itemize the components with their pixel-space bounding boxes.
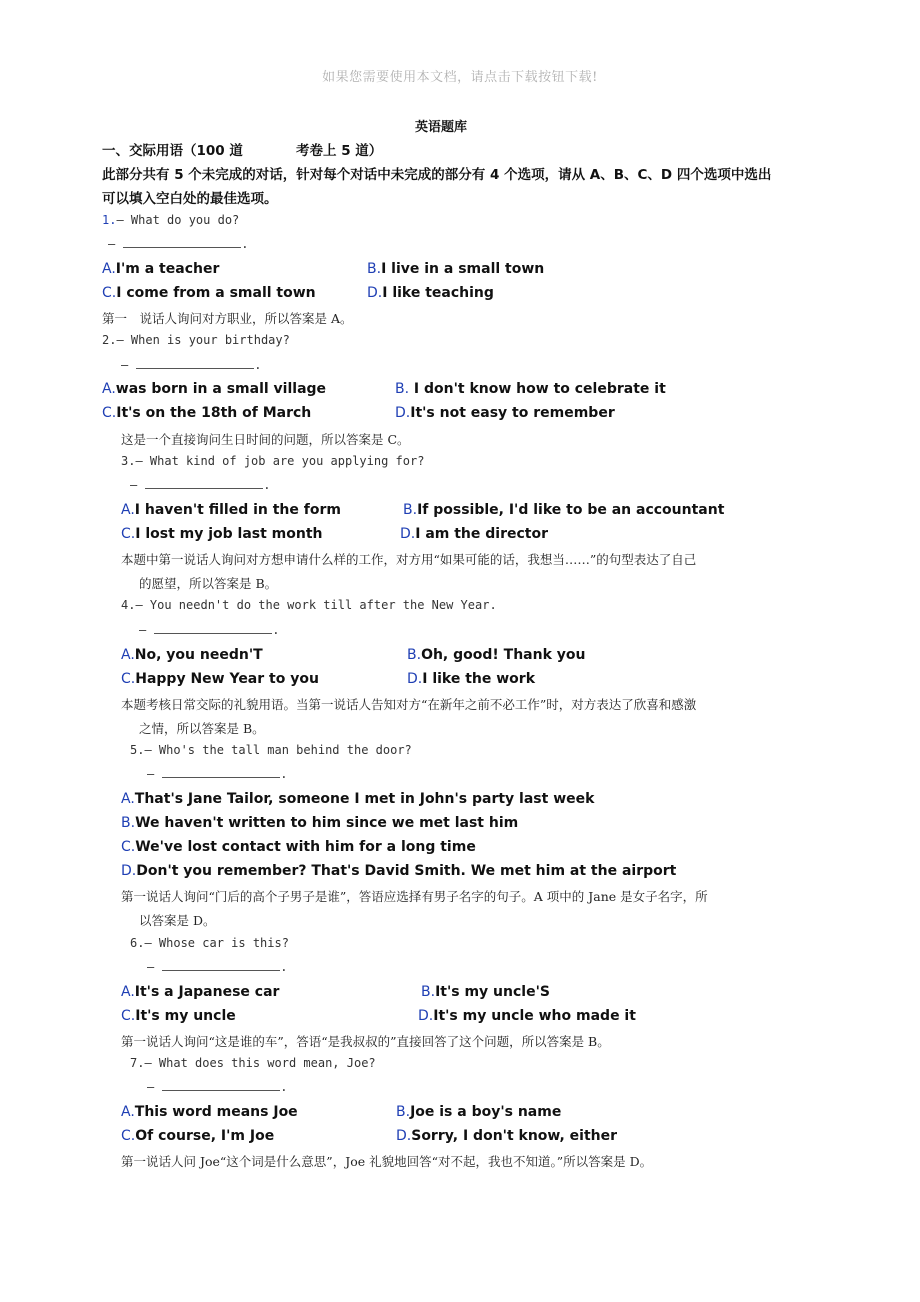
section-heading-part2: 考卷上 5 道） <box>296 143 383 159</box>
option-c <box>121 839 476 855</box>
section-heading-part1: 一、交际用语（100 道 <box>102 143 243 159</box>
option-c <box>121 671 319 687</box>
option-d <box>395 405 615 421</box>
option-letter: D. <box>407 671 423 687</box>
explanation-line: 第一说话人询问“门后的高个子男子是谁”，答语应选择有男子名字的句子。A 项中的 Jane 是女子名字，所 <box>121 889 708 904</box>
option-text: It's not easy to remember <box>410 405 615 421</box>
option-c <box>121 1008 236 1024</box>
option-letter: B. <box>396 1104 411 1120</box>
option-b <box>403 502 724 518</box>
option-b <box>121 815 518 831</box>
option-letter: D. <box>418 1008 434 1024</box>
option-b <box>407 647 586 663</box>
option-letter: B. <box>407 647 422 663</box>
option-text: I like the work <box>422 671 536 687</box>
question-number: 3. <box>121 454 136 468</box>
blank-line <box>162 960 280 971</box>
option-text: We've lost contact with him for a long time <box>135 839 476 855</box>
option-letter: D. <box>400 526 416 542</box>
watermark: 如果您需要使用本文档，请点击下载按钮下载! <box>322 70 598 85</box>
option-letter: B. <box>421 984 436 1000</box>
option-a <box>121 984 279 1000</box>
option-text: I haven't filled in the form <box>134 502 341 518</box>
option-letter: C. <box>102 285 117 301</box>
answer-blank: — . <box>147 1080 288 1094</box>
question-number: 1. <box>102 213 117 227</box>
option-text: This word means Joe <box>134 1104 298 1120</box>
option-letter: B. <box>367 261 382 277</box>
question-text: — What does this word mean, Joe? <box>144 1056 376 1070</box>
option-letter: D. <box>396 1128 412 1144</box>
question-number: 4. <box>121 598 136 612</box>
instructions-line-2: 可以填入空白处的最佳选项。 <box>102 191 278 207</box>
question-2-prompt <box>102 333 290 347</box>
dash: — <box>147 960 155 974</box>
option-text: was born in a small village <box>115 381 327 397</box>
dash: — <box>147 1080 155 1094</box>
option-text: Of course, I'm Joe <box>135 1128 275 1144</box>
option-text: No, you needn'T <box>134 647 263 663</box>
question-7-prompt <box>130 1056 376 1070</box>
dash: — <box>121 358 129 372</box>
explanation-line: 以答案是 D。 <box>139 913 216 928</box>
question-text: — Whose car is this? <box>144 936 289 950</box>
option-text: I live in a small town <box>381 261 545 277</box>
option-d <box>367 285 494 301</box>
blank-line <box>136 358 254 369</box>
answer-blank: — . <box>147 767 288 781</box>
option-text: I like teaching <box>382 285 494 301</box>
option-letter: A. <box>121 791 135 807</box>
option-b <box>395 381 666 397</box>
dash: — <box>139 623 147 637</box>
question-3-prompt <box>121 454 424 468</box>
option-d <box>407 671 535 687</box>
option-c <box>102 285 316 301</box>
explanation-line: 第一说话人问 Joe“这个词是什么意思”，Joe 礼貌地回答“对不起，我也不知道。”所以答案是 D。 <box>121 1154 653 1169</box>
question-number: 5. <box>130 743 145 757</box>
option-text: I am the director <box>415 526 548 542</box>
option-letter: A. <box>121 1104 135 1120</box>
option-letter: B. <box>403 502 418 518</box>
option-b <box>421 984 550 1000</box>
option-text: It's a Japanese car <box>134 984 280 1000</box>
option-d <box>418 1008 636 1024</box>
option-letter: A. <box>121 502 135 518</box>
question-number: 7. <box>130 1056 145 1070</box>
explanation-line: 第一说话人询问“这是谁的车”，答语“是我叔叔的”直接回答了这个问题，所以答案是 B。 <box>121 1034 610 1049</box>
option-text: Happy New Year to you <box>135 671 319 687</box>
option-letter: B. <box>395 381 410 397</box>
question-text: — You needn't do the work till after the New Year. <box>135 598 497 612</box>
option-letter: D. <box>395 405 411 421</box>
option-text: It's my uncle who made it <box>433 1008 636 1024</box>
option-a <box>102 261 219 277</box>
blank-line <box>145 478 263 489</box>
dash: — <box>130 478 138 492</box>
blank-line <box>162 767 280 778</box>
option-a <box>121 502 341 518</box>
dash: — <box>147 767 155 781</box>
option-letter: C. <box>121 526 136 542</box>
question-text: — What kind of job are you applying for? <box>135 454 425 468</box>
page-title: 英语题库 <box>414 120 467 135</box>
option-letter: C. <box>121 839 136 855</box>
question-text: — Who's the tall man behind the door? <box>144 743 412 757</box>
option-text: Don't you remember? That's David Smith. We met him at the airport <box>136 863 677 879</box>
option-text: We haven't written to him since we met last him <box>135 815 519 831</box>
option-letter: A. <box>102 381 116 397</box>
option-letter: C. <box>121 1008 136 1024</box>
option-c <box>102 405 311 421</box>
option-a <box>121 1104 298 1120</box>
option-letter: B. <box>121 815 136 831</box>
option-text: I don't know how to celebrate it <box>409 381 666 397</box>
option-b <box>396 1104 561 1120</box>
option-text: That's Jane Tailor, someone I met in John's party last week <box>134 791 595 807</box>
option-b <box>367 261 544 277</box>
question-5-prompt <box>130 743 412 757</box>
option-text: It's on the 18th of March <box>116 405 312 421</box>
option-letter: A. <box>121 647 135 663</box>
option-c <box>121 526 323 542</box>
question-number: 6. <box>130 936 145 950</box>
option-d <box>121 863 676 879</box>
explanation-line: 第一 说话人询问对方职业，所以答案是 A。 <box>102 311 353 326</box>
option-d <box>400 526 548 542</box>
option-text: I'm a teacher <box>115 261 220 277</box>
question-text: — What do you do? <box>116 213 240 227</box>
option-letter: A. <box>121 984 135 1000</box>
question-4-prompt <box>121 598 497 612</box>
option-letter: C. <box>121 671 136 687</box>
explanation-line: 这是一个直接询问生日时间的问题，所以答案是 C。 <box>121 432 410 447</box>
option-letter: D. <box>121 863 137 879</box>
answer-blank: — . <box>121 358 262 372</box>
option-letter: D. <box>367 285 383 301</box>
explanation-line: 本题中第一说话人询问对方想申请什么样的工作，对方用“如果可能的话，我想当……”的句型表达了自己 <box>121 552 697 567</box>
option-text: I come from a small town <box>116 285 316 301</box>
question-6-prompt <box>130 936 289 950</box>
option-a <box>102 381 326 397</box>
blank-line <box>123 237 241 248</box>
explanation-line: 之情，所以答案是 B。 <box>139 721 265 736</box>
question-text: — When is your birthday? <box>116 333 290 347</box>
option-a <box>121 647 263 663</box>
option-letter: A. <box>102 261 116 277</box>
blank-line <box>162 1080 280 1091</box>
explanation-line: 本题考核日常交际的礼貌用语。当第一说话人告知对方“在新年之前不必工作”时，对方表达了欣喜和感激 <box>121 697 697 712</box>
option-letter: C. <box>102 405 117 421</box>
option-d <box>396 1128 617 1144</box>
blank-line <box>154 623 272 634</box>
option-text: It's my uncle'S <box>435 984 550 1000</box>
option-text: Joe is a boy's name <box>410 1104 562 1120</box>
instructions-line-1: 此部分共有 5 个未完成的对话，针对每个对话中未完成的部分有 4 个选项，请从 A、B、C、D 四个选项中选出 <box>102 167 772 183</box>
option-letter: C. <box>121 1128 136 1144</box>
option-a <box>121 791 594 807</box>
question-1-prompt <box>102 213 239 227</box>
answer-blank: — . <box>108 237 249 251</box>
option-text: If possible, I'd like to be an accountant <box>417 502 725 518</box>
answer-blank: — . <box>139 623 280 637</box>
answer-blank: — . <box>130 478 271 492</box>
explanation-line: 的愿望，所以答案是 B。 <box>139 576 278 591</box>
question-number: 2. <box>102 333 117 347</box>
option-text: It's my uncle <box>135 1008 236 1024</box>
option-text: Oh, good! Thank you <box>421 647 586 663</box>
option-text: Sorry, I don't know, either <box>411 1128 617 1144</box>
dash: — <box>108 237 116 251</box>
answer-blank: — . <box>147 960 288 974</box>
option-text: I lost my job last month <box>135 526 323 542</box>
option-c <box>121 1128 274 1144</box>
